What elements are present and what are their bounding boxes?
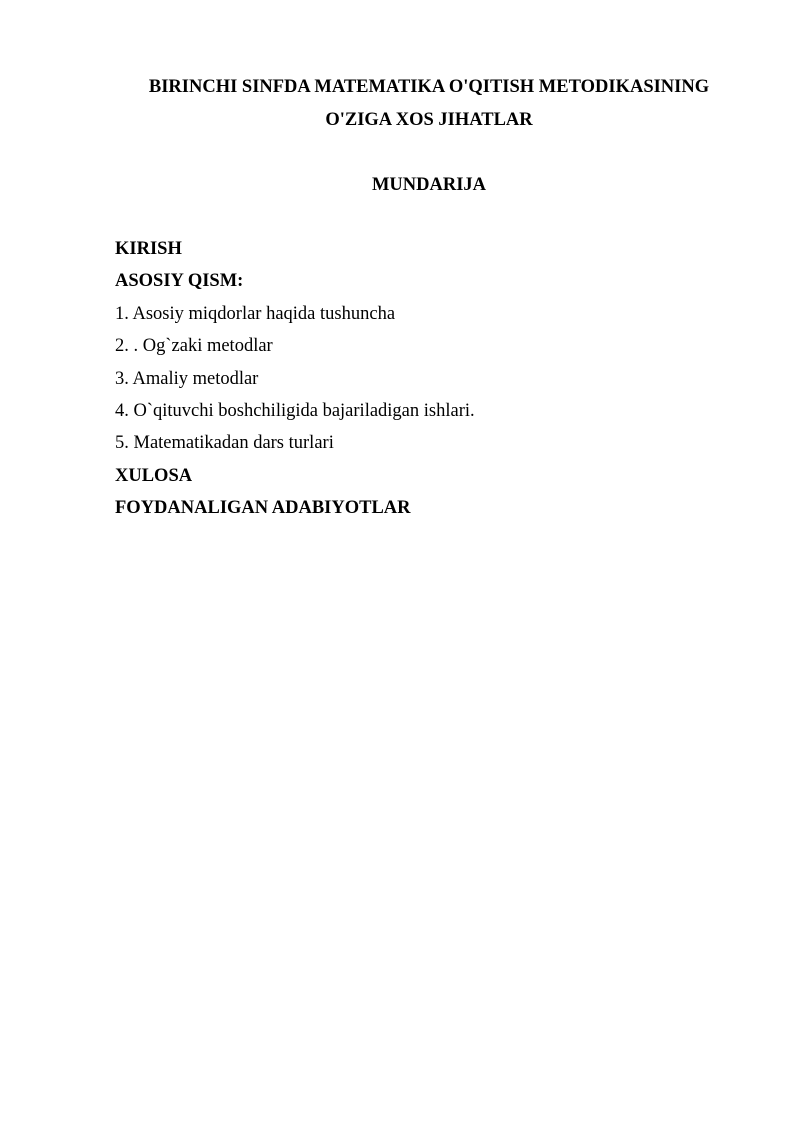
toc-item-introduction: KIRISH [115, 239, 182, 259]
toc-item-section-2: 2. . Og`zaki metodlar [115, 336, 273, 357]
toc-item-references: FOYDANALIGAN ADABIYOTLAR [115, 498, 411, 519]
toc-item-section-4: 4. O`qituvchi boshchiligida bajariladigan ishlari. [115, 400, 475, 421]
document-title-line-2: O'ZIGA XOS JIHATLAR [325, 110, 533, 130]
toc-item-conclusion: XULOSA [115, 465, 193, 486]
table-of-contents [115, 237, 475, 529]
toc-item-main-part: ASOSIY QISM: [115, 271, 244, 292]
toc-item-section-5: 5. Matematikadan dars turlari [115, 433, 334, 454]
document-title-line-1: BIRINCHI SINFDA MATEMATIKA O'QITISH METODIKASINING [148, 77, 710, 97]
toc-item-section-3: 3. Amaliy metodlar [115, 368, 259, 389]
toc-item-section-1: 1. Asosiy miqdorlar haqida tushuncha [115, 303, 396, 324]
contents-heading: MUNDARIJA [371, 175, 487, 195]
